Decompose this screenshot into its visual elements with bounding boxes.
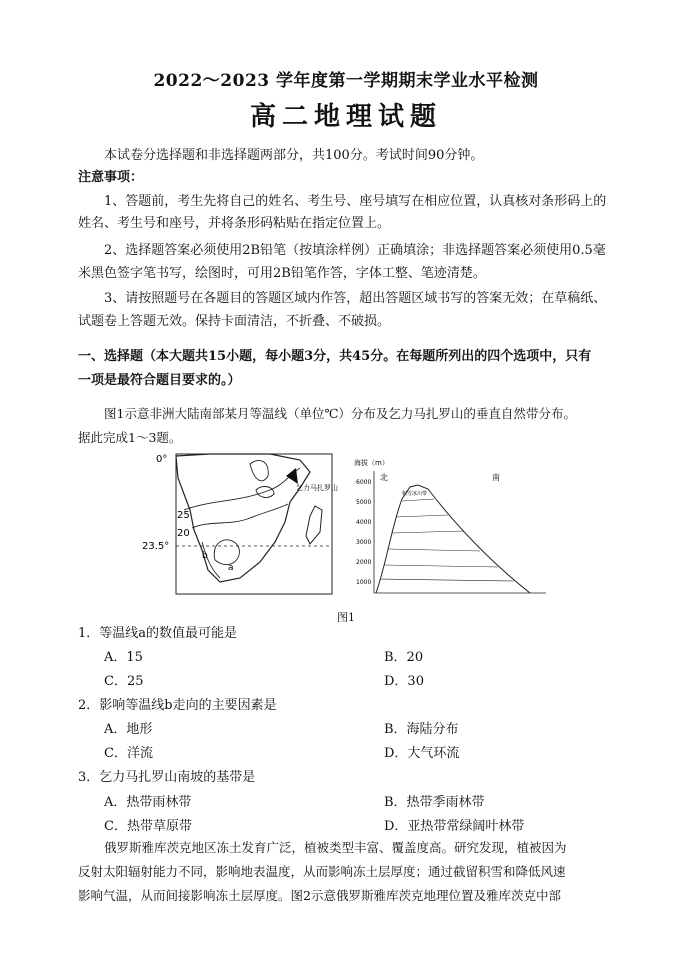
tick-4000: 4000 <box>356 519 372 526</box>
a-label: a <box>228 563 234 573</box>
q2-option-d[interactable]: D．大气环流 <box>384 746 460 761</box>
peak-note: 积雪冰川带 <box>402 491 428 497</box>
stimulus2-line-1: 俄罗斯雅库茨克地区冻土发育广泛，植被类型丰富、覆盖度高。研究发现，植被因为 <box>104 840 567 855</box>
exam-title: 2022～2023 学年度第一学期期末学业水平检测 <box>153 71 539 91</box>
q3-option-a[interactable]: A．热带雨林带 <box>104 795 192 810</box>
q1-option-d[interactable]: D．30 <box>384 674 424 689</box>
subject-title: 高二地理试题 <box>249 102 442 132</box>
q2-option-b[interactable]: B．海陆分布 <box>384 722 459 737</box>
notice-item-1-line-2: 姓名、考生号和座号，并将条形码粘贴在指定位置上。 <box>78 216 391 231</box>
kilimanjaro-label: 乞力马扎罗山 <box>296 484 338 492</box>
iso25-label: 25 <box>177 510 190 521</box>
notice-item-1-line-1: 1、答题前，考生先将自己的姓名、考生号、座号填写在相应位置，认真核对条形码上的 <box>104 194 607 209</box>
tick-6000: 6000 <box>356 479 372 486</box>
tick-1000: 1000 <box>356 579 372 586</box>
mountain-outline <box>376 485 530 593</box>
iso20-label: 20 <box>177 528 190 539</box>
stimulus2-line-3: 影响气温，从而间接影响冻土层厚度。图2示意俄罗斯雅库茨克地理位置及雅库茨克中部 <box>78 888 561 903</box>
inner-isotherm <box>250 460 268 480</box>
q2-option-c[interactable]: C．洋流 <box>104 746 153 761</box>
section1-heading-line-2: 一项是最符合题目要求的。） <box>78 373 241 388</box>
q3-option-d[interactable]: D．亚热带常绿阔叶林带 <box>384 819 525 834</box>
figure1-caption: 图1 <box>337 611 355 624</box>
stimulus1-line-1: 图1示意非洲大陆南部某月等温线（单位℃）分布及乞力马扎罗山的垂直自然带分布。 <box>104 406 576 421</box>
q1-option-a[interactable]: A．15 <box>104 650 143 665</box>
question-2-stem: 2．影响等温线b走向的主要因素是 <box>78 698 277 713</box>
figure1-map <box>142 450 340 600</box>
isotherm-20 <box>192 504 288 528</box>
isotherm-a <box>214 540 239 565</box>
notice-item-3-line-2: 试题卷上答题无效。保持卡面清洁，不折叠、不破损。 <box>78 314 391 329</box>
notice-item-2-line-2: 米黑色签字笔书写，绘图时，可用2B铅笔作答，字体工整、笔迹清楚。 <box>78 266 486 281</box>
question-3-stem: 3．乞力马扎罗山南坡的基带是 <box>78 770 256 785</box>
lat235-label: 23.5° <box>142 541 170 552</box>
b-label: b <box>202 551 208 561</box>
lat0-label: 0° <box>156 454 168 465</box>
q3-option-c[interactable]: C．热带草原带 <box>104 819 192 834</box>
stimulus2-line-2: 反射太阳辐射能力不同，影响地表温度，从而影响冻土层厚度；通过截留积雪和降低风速 <box>78 864 566 879</box>
intro-text: 本试卷分选择题和非选择题两部分，共100分。考试时间90分钟。 <box>104 148 484 163</box>
kilimanjaro-marker <box>286 468 298 484</box>
q2-option-a[interactable]: A．地形 <box>104 722 153 737</box>
tick-2000: 2000 <box>356 559 372 566</box>
altitude-axis-title: 海拔（m） <box>354 459 389 467</box>
tick-3000: 3000 <box>356 539 372 546</box>
section1-heading-line-1: 一、选择题（本大题共15小题，每小题3分，共45分。在每题所列出的四个选项中，只有 <box>78 349 592 364</box>
notice-item-3-line-1: 3、请按照题号在各题目的答题区域内作答，超出答题区域书写的答案无效；在草稿纸、 <box>104 291 607 306</box>
q1-option-b[interactable]: B．20 <box>384 650 424 665</box>
q3-option-b[interactable]: B．热带季雨林带 <box>384 795 485 810</box>
north-label: 北 <box>380 473 388 482</box>
notice-item-2-line-1: 2、选择题答案必须使用2B铅笔（按填涂样例）正确填涂；非选择题答案必须使用0.5毫 <box>104 243 606 258</box>
south-label: 南 <box>492 473 500 482</box>
q1-option-c[interactable]: C．25 <box>104 674 144 689</box>
figure1-mountain-profile <box>352 455 548 600</box>
tick-5000: 5000 <box>356 499 372 506</box>
madagascar <box>306 506 322 544</box>
stimulus1-line-2: 据此完成1～3题。 <box>78 430 182 445</box>
notice-heading: 注意事项： <box>78 170 144 185</box>
isotherm-25 <box>184 468 300 510</box>
question-1-stem: 1．等温线a的数值最可能是 <box>78 626 238 641</box>
